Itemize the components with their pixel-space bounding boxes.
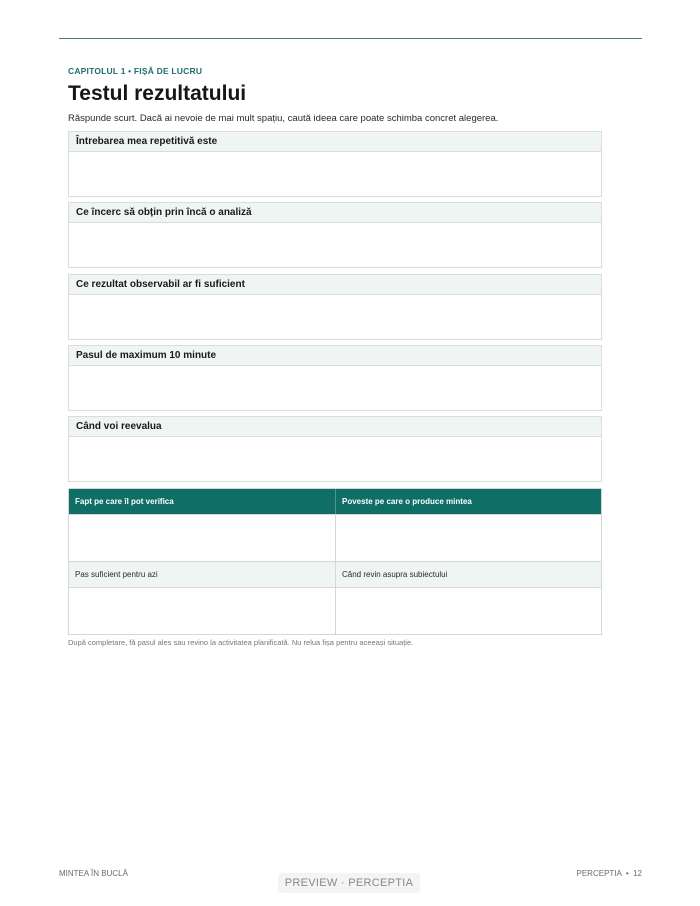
answer-area[interactable] <box>69 152 601 196</box>
section-ten-minute-step <box>68 345 602 411</box>
footer-book-title: MINTEA ÎN BUCLĂ <box>59 869 128 878</box>
table-header-row <box>69 489 601 514</box>
answer-cell[interactable] <box>69 515 335 561</box>
answer-cell[interactable] <box>69 588 335 634</box>
section-reevaluate <box>68 416 602 482</box>
page-subtitle: Răspunde scurt. Dacă ai nevoie de mai mult spațiu, caută ideea care poate schimba concret alegerea. <box>68 113 499 124</box>
table-row <box>69 514 601 561</box>
answer-area[interactable] <box>69 366 601 410</box>
section-repetitive-question <box>68 131 602 197</box>
header-cell-fact: Fapt pe care îl pot verifica <box>75 497 174 506</box>
subheader-cell-revisit: Când revin asupra subiectului <box>335 562 601 587</box>
table-row <box>69 587 601 634</box>
answer-area[interactable] <box>69 295 601 339</box>
header-cell-story: Poveste pe care o produce mintea <box>335 489 601 514</box>
answer-area[interactable] <box>69 437 601 481</box>
section-label: Întrebarea mea repetitivă este <box>69 132 601 152</box>
section-label: Când voi reevalua <box>69 417 601 437</box>
preview-watermark: PREVIEW · PERCEPTIA <box>278 873 420 893</box>
section-label: Ce încerc să obțin prin încă o analiză <box>69 203 601 223</box>
page-title: Testul rezultatului <box>68 82 247 105</box>
section-goal <box>68 202 602 268</box>
chapter-label: CAPITOLUL 1 • FIȘĂ DE LUCRU <box>68 66 203 76</box>
answer-cell[interactable] <box>335 588 601 634</box>
footer-page-info: PERCEPTIA • 12 <box>576 869 642 878</box>
table-subheader-row <box>69 561 601 587</box>
completion-note: După completare, fă pasul ales sau revino la activitatea planificată. Nu relua fișa pentru aceeași situație. <box>68 638 414 647</box>
section-label: Ce rezultat observabil ar fi suficient <box>69 275 601 295</box>
answer-area[interactable] <box>69 223 601 267</box>
answer-cell[interactable] <box>335 515 601 561</box>
fact-story-table <box>68 488 602 635</box>
section-label: Pasul de maximum 10 minute <box>69 346 601 366</box>
subheader-cell-step: Pas suficient pentru azi <box>75 570 158 579</box>
top-divider <box>59 38 642 39</box>
section-observable-result <box>68 274 602 340</box>
